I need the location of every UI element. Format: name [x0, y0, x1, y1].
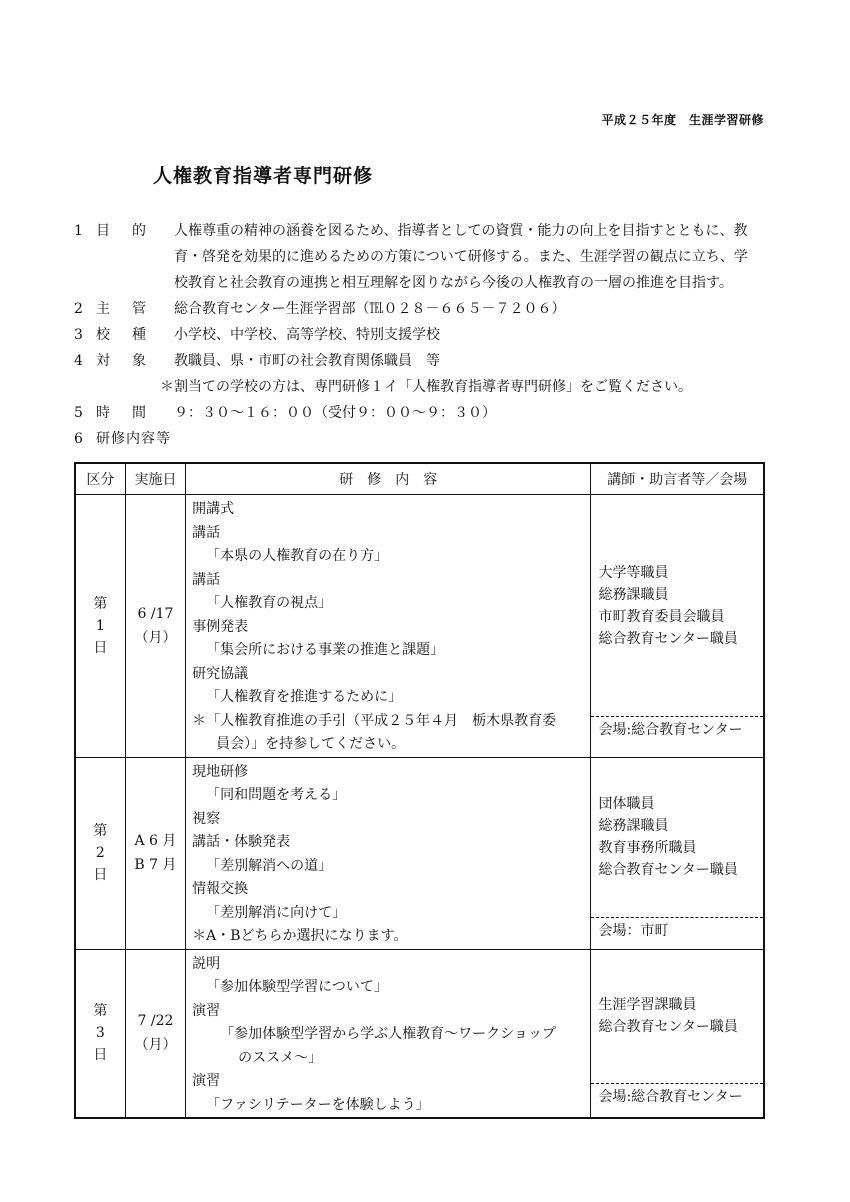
content-line: 「参加体験型学習について」	[206, 979, 388, 995]
kubun-text: 日	[93, 639, 108, 656]
lecturer-name: 総合教育センター職員	[598, 630, 738, 647]
content-line: 員会）」を持参してください。	[216, 736, 406, 752]
header-content: 研 修 内 容	[186, 463, 591, 495]
content-line: 「人権教育の視点」	[206, 595, 333, 611]
venue-text: 会場:総合教育センター	[591, 716, 763, 743]
item-label: 研修内容等	[96, 431, 171, 447]
item-number: 4	[74, 353, 83, 369]
outline-item	[74, 296, 774, 322]
content-line: 開講式	[192, 501, 235, 517]
item-body: 教職員、県・市町の社会教育関係職員 等	[174, 353, 440, 369]
item-label: 対 象	[96, 353, 150, 369]
lecturer-names	[591, 495, 763, 716]
lecturer-name: 教育事務所職員	[598, 840, 697, 856]
item-label: 校 種	[96, 327, 150, 343]
content-line: 研究協議	[192, 665, 249, 682]
date-text: B 7 月	[134, 857, 177, 873]
content-line: 演習	[192, 1002, 221, 1019]
date-cell	[125, 495, 185, 758]
content-line: ＊「人権教育推進の手引（平成２５年４月 栃木県教育委	[192, 712, 557, 729]
kubun-text: 第	[93, 823, 108, 839]
outline-item	[74, 218, 774, 244]
table-header-row	[75, 463, 764, 495]
kubun-cell	[75, 949, 125, 1118]
lecturer-name: 総合教育センター職員	[598, 1019, 738, 1035]
lecturer-name: 生涯学習課職員	[598, 997, 697, 1013]
venue-text: 会場：市町	[591, 917, 763, 944]
item-number: 6	[74, 431, 83, 447]
date-text: 6 /17	[137, 605, 174, 622]
kubun-text: 日	[93, 1047, 108, 1064]
content-line: 演習	[192, 1073, 221, 1089]
outline-item	[74, 348, 774, 374]
content-cell	[186, 949, 591, 1118]
content-line: 講話	[192, 524, 221, 541]
item-label: 時 間	[96, 405, 150, 421]
date-text: A 6 月	[134, 833, 177, 849]
lecturer-wrap	[591, 950, 763, 1110]
content-line: 事例発表	[192, 618, 249, 635]
lecturer-wrap	[591, 495, 763, 743]
header-kubun: 区分	[75, 463, 125, 495]
content-line: 現地研修	[192, 763, 249, 780]
content-line: 情報交換	[192, 881, 249, 897]
content-line: 「ファシリテーターを体験しよう」	[206, 1096, 430, 1113]
content-line: 視察	[192, 810, 221, 827]
header-date: 実施日	[125, 463, 185, 495]
item-body: 小学校、中学校、高等学校、特別支援学校	[174, 327, 440, 343]
lecturer-wrap	[591, 758, 763, 944]
item-number: 1	[74, 223, 83, 239]
content-line: のススメ～」	[238, 1049, 323, 1066]
item-body-continued: 育・啓発を効果的に進めるための方策について研修する。また、生涯学習の観点に立ち、学	[174, 249, 748, 265]
venue-text: 会場:総合教育センター	[591, 1083, 763, 1110]
lecturer-name: 総務課職員	[598, 818, 669, 834]
item-number: 2	[74, 301, 83, 317]
content-line: 「同和問題を考える」	[206, 787, 347, 803]
item-number: 3	[74, 327, 83, 343]
content-cell	[186, 495, 591, 758]
kubun-text: 第	[93, 595, 108, 612]
lecturer-cell	[591, 495, 764, 758]
lecturer-name: 市町教育委員会職員	[598, 608, 725, 625]
kubun-text: 1	[95, 617, 105, 634]
content-line: 「参加体験型学習から学ぶ人権教育～ワークショップ	[220, 1026, 556, 1042]
lecturer-name: 総合教育センター職員	[598, 862, 738, 878]
kubun-text: 日	[93, 867, 108, 883]
date-cell	[125, 949, 185, 1118]
lecturer-name: 大学等職員	[598, 564, 669, 581]
schedule-table	[74, 462, 765, 1119]
content-line: ＊A・Bどちらか選択になります。	[192, 928, 408, 944]
lecturer-name: 団体職員	[598, 796, 655, 812]
content-line: 「本県の人権教育の在り方」	[206, 548, 389, 564]
content-line: 「集会所における事業の推進と課題」	[206, 642, 445, 658]
kubun-cell	[75, 757, 125, 949]
outline-item	[74, 426, 774, 452]
content-line: 講話・体験発表	[192, 834, 291, 850]
header-note: 平成２５年度 生涯学習研修	[601, 113, 764, 127]
item-label: 目 的	[96, 223, 150, 239]
lecturer-names	[591, 950, 763, 1083]
content-line: 説明	[192, 955, 221, 972]
date-cell	[125, 757, 185, 949]
kubun-text: 第	[93, 1003, 108, 1020]
lecturer-names	[591, 758, 763, 917]
outline-item	[74, 400, 774, 426]
kubun-text: 3	[95, 1025, 105, 1042]
item-body: 人権尊重の精神の涵養を図るため、指導者としての資質・能力の向上を目指すとともに、教	[174, 223, 748, 239]
date-text: 7 /22	[137, 1013, 174, 1030]
table-row	[75, 757, 764, 949]
lecturer-cell	[591, 949, 764, 1118]
item-body: ９：３０～１６：００（受付９：００～９：３０）	[174, 405, 496, 421]
content-line: 「差別解消に向けて」	[206, 904, 347, 921]
kubun-text: 2	[95, 845, 105, 861]
table-row	[75, 495, 764, 758]
item-body	[171, 426, 774, 452]
kubun-cell	[75, 495, 125, 758]
item-label: 主 管	[96, 301, 150, 317]
item-number: 5	[74, 405, 83, 421]
lecturer-cell	[591, 757, 764, 949]
item-body: 総合教育センター生涯学習部（℡０２８－６６５－７２０６）	[174, 301, 566, 317]
lecturer-name: 総務課職員	[598, 586, 669, 603]
date-text: （月）	[134, 629, 177, 646]
content-cell	[186, 757, 591, 949]
date-text: （月）	[134, 1037, 177, 1054]
header-lecturer: 講師・助言者等／会場	[591, 463, 764, 495]
item-body-continued: 校教育と社会教育の連携と相互理解を図りながら今後の人権教育の一層の推進を目指す。	[174, 275, 733, 291]
outline-item	[74, 322, 774, 348]
page-title: 人権教育指導者専門研修	[153, 165, 374, 187]
item-body-continued: ＊割当ての学校の方は、専門研修１イ「人権教育指導者専門研修」をご覧ください。	[160, 379, 692, 395]
content-line: 講話	[192, 571, 221, 588]
table-row	[75, 949, 764, 1118]
outline-list	[74, 218, 774, 452]
content-line: 「差別解消への道」	[206, 857, 333, 874]
content-line: 「人権教育を推進するために」	[206, 689, 403, 705]
